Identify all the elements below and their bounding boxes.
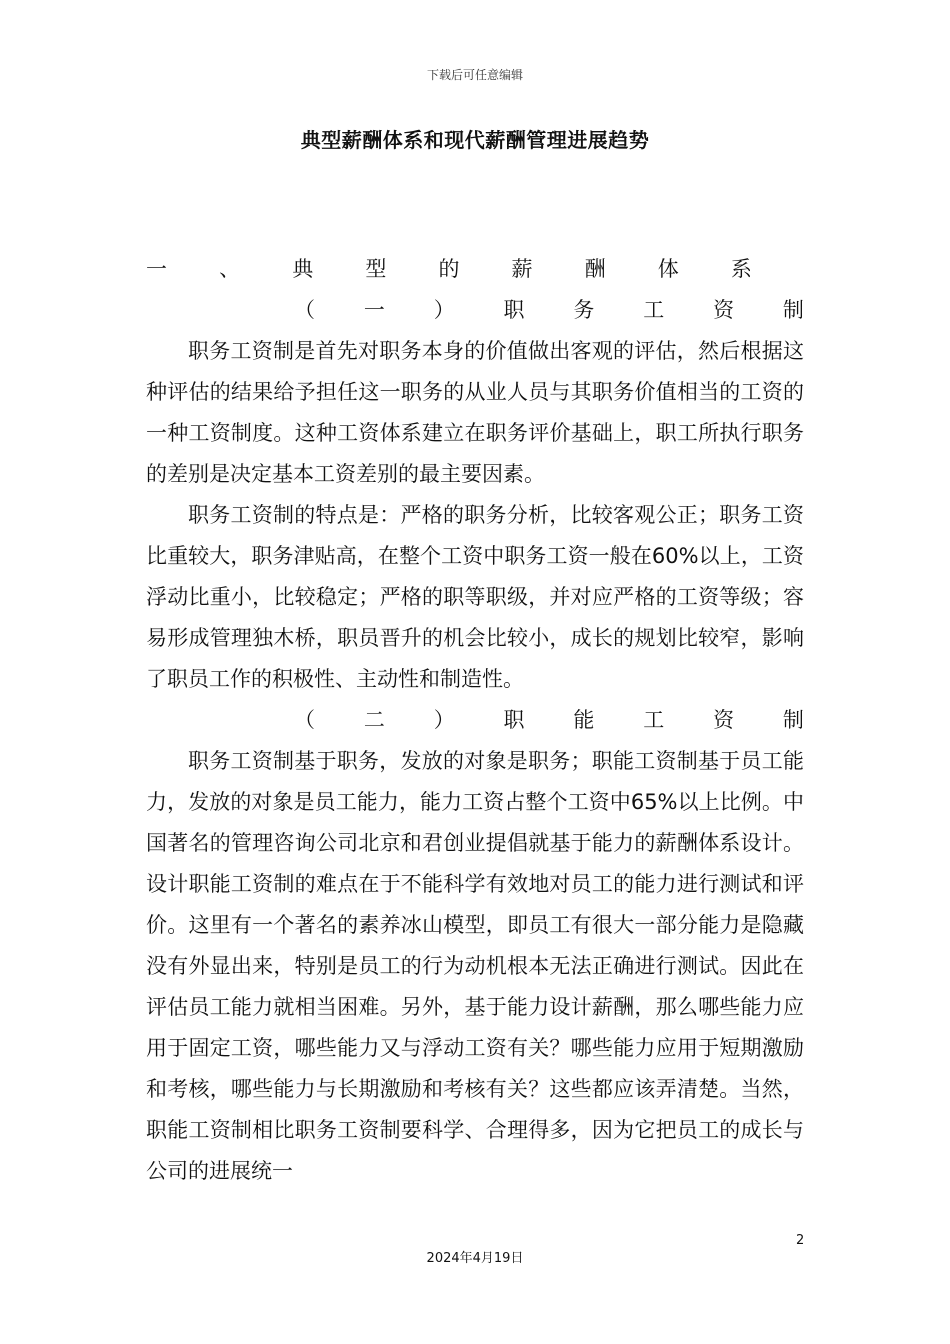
heading-char: 制 [782, 708, 804, 732]
heading-char: 资 [713, 298, 735, 322]
subsection-heading [146, 290, 804, 331]
heading-char: 资 [713, 708, 735, 732]
heading-char: 型 [365, 257, 387, 281]
heading-char: 职 [503, 298, 525, 322]
document-title: 典型薪酬体系和现代薪酬管理进展趋势 [300, 128, 650, 152]
heading-char: 务 [573, 298, 595, 322]
paragraph: 职务工资制基于职务，发放的对象是职务；职能工资制基于员工能力，发放的对象是员工能力，能力工资占整个工资中65%以上比例。中国著名的管理咨询公司北京和君创业提倡就基于能力的薪酬体系设计。设计职能工资制的难点在于不能科学有效地对员工的能力进行测试和评价。这里有一个著名的素养冰山模型，即员工有很大一部分能力是隐藏没有外显出来，特别是员工的行为动机根本无法正确进行测试。因此在评估员工能力就相当困难。另外，基于能力设计薪酬，那么哪些能力应用于固定工资，哪些能力又与浮动工资有关？哪些能力应用于短期激励和考核，哪些能力与长期激励和考核有关？这些都应该弄清楚。当然，职能工资制相比职务工资制要科学、合理得多，因为它把员工的成长与公司的进展统一 [146, 749, 804, 1183]
page-number: 2 [796, 1233, 805, 1248]
heading-char: （ [294, 298, 315, 322]
heading-char: 职 [503, 708, 525, 732]
heading-char: 酬 [584, 257, 606, 281]
heading-char: （ [294, 708, 315, 732]
header-note: 下载后可任意编辑 [426, 68, 523, 82]
footer-date: 2024年4月19日 [426, 1251, 524, 1266]
paragraph: 职务工资制是首先对职务本身的价值做出客观的评估，然后根据这种评估的结果给予担任这一职务的从业人员与其职务价值相当的工资的一种工资制度。这种工资体系建立在职务评价基础上，职工所执行职务的差别是决定基本工资差别的最主要因素。 [146, 339, 804, 486]
subsection-heading [146, 700, 804, 741]
heading-char: 薪 [511, 257, 533, 281]
heading-char: 系 [730, 257, 752, 281]
heading-char: 二 [363, 708, 385, 732]
paragraph: 职务工资制的特点是：严格的职务分析，比较客观公正；职务工资比重较大，职务津贴高，在整个工资中职务工资一般在60%以上，工资浮动比重小，比较稳定；严格的职等职级，并对应严格的工资等级；容易形成管理独木桥，职员晋升的机会比较小，成长的规划比较窄，影响了职员工作的积极性、主动性和制造性。 [146, 503, 804, 691]
heading-char: 体 [657, 257, 679, 281]
heading-char: 工 [643, 708, 665, 732]
document-body [146, 249, 804, 1192]
heading-char: 工 [643, 298, 665, 322]
heading-char: 能 [573, 708, 595, 732]
section-heading [146, 249, 804, 290]
heading-char: 一 [146, 257, 167, 281]
heading-char: 一 [363, 298, 385, 322]
heading-char: 、 [219, 257, 241, 281]
heading-char: 制 [782, 298, 804, 322]
heading-char: ） [433, 708, 455, 732]
heading-char: 典 [292, 257, 314, 281]
heading-char: ） [433, 298, 455, 322]
heading-char: 的 [438, 257, 460, 281]
